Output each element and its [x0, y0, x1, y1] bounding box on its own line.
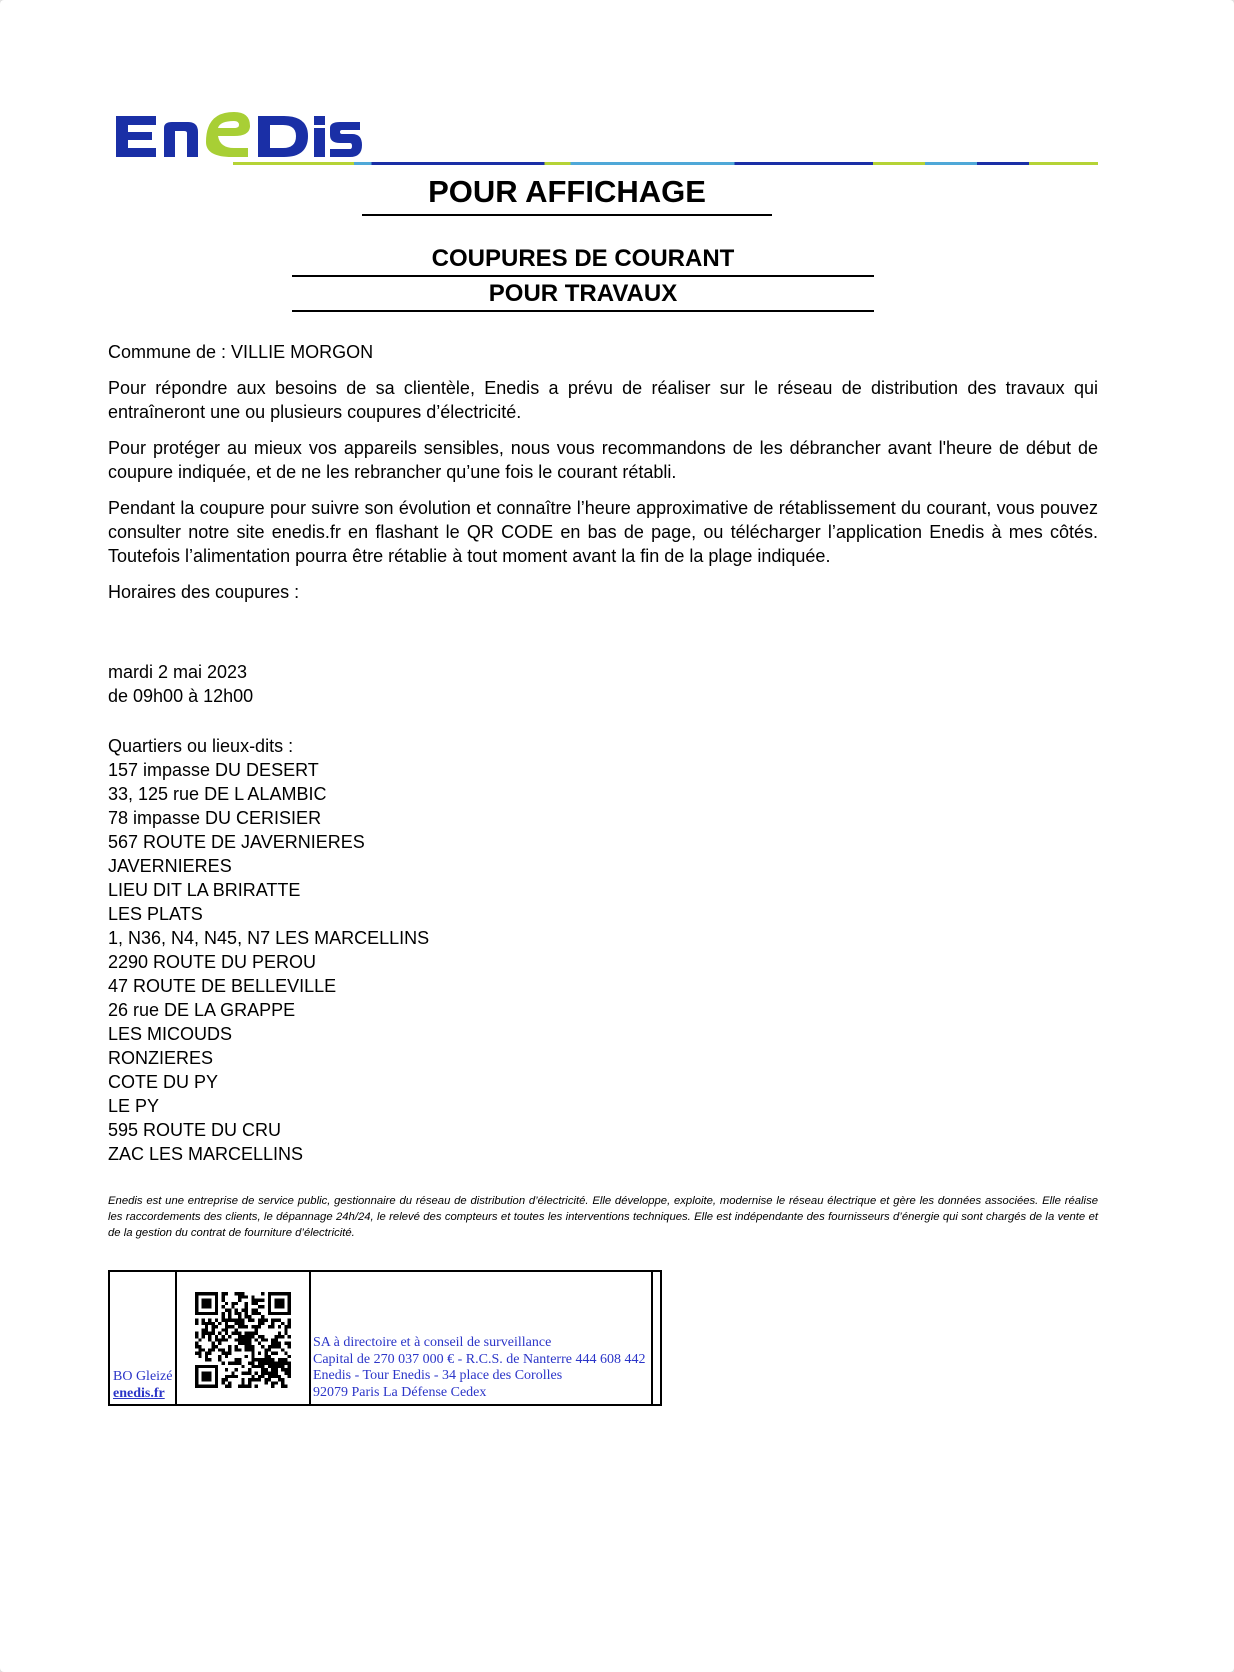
list-item: 595 ROUTE DU CRU	[108, 1120, 282, 1140]
bo-name: BO Gleizé	[113, 1369, 173, 1384]
footer-empty-cell	[653, 1272, 660, 1404]
qr-code-icon[interactable]	[195, 1292, 291, 1393]
subtitle-rule-2	[292, 310, 874, 312]
paragraph-tracking: Pendant la coupure pour suivre son évolution et connaître l’heure approximative de rétablissement du courant, vous pouvez consulter notre site enedis.fr en flashant le QR CODE en bas de page, ou télécharger l’application Enedis à mes côtés. Toutefois l’alimentation pourra être rétablie à tout moment avant la fin de la plage indiquée.	[108, 498, 1098, 566]
company-address	[313, 1335, 645, 1401]
list-item: 1, N36, N4, N45, N7 LES MARCELLINS	[108, 928, 430, 948]
address-line: 92079 Paris La Défense Cedex	[313, 1384, 487, 1400]
list-item: LIEU DIT LA BRIRATTE	[108, 880, 301, 900]
footer-address-cell	[311, 1272, 653, 1404]
list-item: 567 ROUTE DE JAVERNIERES	[108, 832, 365, 852]
paragraph-recommendation: Pour protéger au mieux vos appareils sensibles, nous vous recommandons de les débrancher avant l'heure de début de coupure indiquée, et de ne les rebrancher qu’une fois le courant rétabli.	[108, 438, 1098, 482]
list-item: COTE DU PY	[108, 1072, 219, 1092]
list-item: 157 impasse DU DESERT	[108, 760, 319, 780]
footer-info-table	[108, 1270, 662, 1406]
address-line: Enedis - Tour Enedis - 34 place des Corolles	[313, 1368, 563, 1383]
page-title: POUR AFFICHAGE	[428, 174, 706, 209]
brand-color-stripe	[233, 162, 1098, 165]
website-link[interactable]: enedis.fr	[113, 1386, 165, 1401]
places-list	[108, 758, 429, 1166]
enedis-logo	[112, 108, 362, 164]
address-line: Capital de 270 037 000 € - R.C.S. de Nanterre 444 608 442	[313, 1351, 646, 1367]
outage-time-range: de 09h00 à 12h00	[108, 686, 254, 706]
list-item: 2290 ROUTE DU PEROU	[108, 952, 317, 972]
list-item: 47 ROUTE DE BELLEVILLE	[108, 976, 337, 996]
list-item: ZAC LES MARCELLINS	[108, 1144, 304, 1164]
legal-footnote: Enedis est une entreprise de service public, gestionnaire du réseau de distribution d’électricité. Elle développe, exploite, modernise le réseau électrique et gère les données associées. Elle réalise les raccordements des clients, le dépannage 24h/24, le relevé des compteurs et toutes les interventions techniques. Elle est indépendante des fournisseurs d’énergie qui sont chargés de la vente et de la gestion du contrat de fourniture d’électricité.	[108, 1195, 1098, 1239]
list-item: LE PY	[108, 1096, 160, 1116]
list-item: 26 rue DE LA GRAPPE	[108, 1000, 296, 1020]
paragraph-intro: Pour répondre aux besoins de sa clientèle, Enedis a prévu de réaliser sur le réseau de distribution des travaux qui entraîneront une ou plusieurs coupures d’électricité.	[108, 378, 1098, 422]
subtitle-line-1: COUPURES DE COURANT	[431, 245, 735, 272]
list-item: LES MICOUDS	[108, 1024, 233, 1044]
commune-label: Commune de : VILLIE MORGON	[108, 342, 374, 362]
list-item: LES PLATS	[108, 904, 203, 924]
outage-date: mardi 2 mai 2023	[108, 662, 248, 682]
footer-bo-cell	[110, 1272, 177, 1404]
quartiers-label: Quartiers ou lieux-dits :	[108, 736, 294, 756]
list-item: JAVERNIERES	[108, 856, 232, 876]
list-item: 33, 125 rue DE L ALAMBIC	[108, 784, 327, 804]
horaires-label: Horaires des coupures :	[108, 582, 300, 602]
title-underline	[362, 214, 772, 216]
subtitle-line-2: POUR TRAVAUX	[488, 280, 678, 307]
bo-block	[113, 1368, 172, 1402]
list-item: 78 impasse DU CERISIER	[108, 808, 322, 828]
address-line: SA à directoire et à conseil de surveillance	[313, 1335, 552, 1350]
list-item: RONZIERES	[108, 1048, 214, 1068]
subtitle-rule-1	[292, 275, 874, 277]
footer-qr-cell	[177, 1272, 311, 1404]
